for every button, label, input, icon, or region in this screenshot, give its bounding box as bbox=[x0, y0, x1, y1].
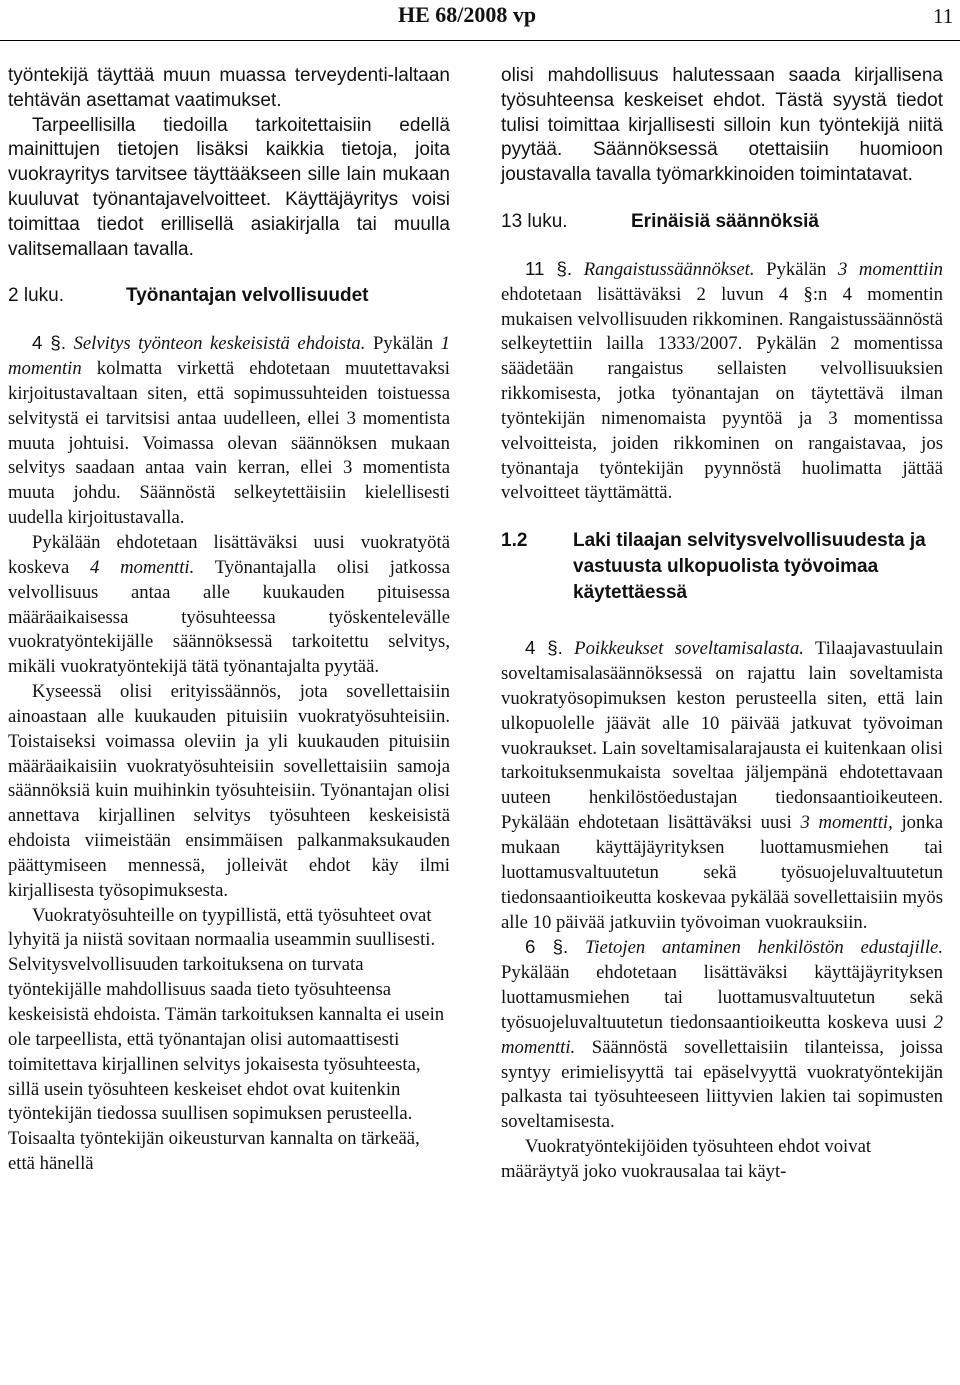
section-text: jonka mukaan käyttäjäyrityksen luottamusmiehen tai luottamusvaltuutetun sekä työsuojeluvaltuutetun tiedonsaantioikeutta koskevaa pykälää sovellettaisiin myös alle 10 päivää jatkuviin työvoiman vuokrauksiin. bbox=[501, 812, 943, 933]
page-header bbox=[0, 0, 960, 41]
paragraph-intro: työntekijä täyttää muun muassa terveydenti-laltaan tehtävän asettamat vaatimukset. bbox=[8, 65, 450, 111]
law-number: 1.2 bbox=[501, 530, 528, 552]
paragraph-last: Vuokratyöntekijöiden työsuhteen ehdot voivat määräytyä joko vuokrausalaa tai käyt- bbox=[501, 1136, 872, 1182]
page-number: 11 bbox=[933, 4, 954, 28]
section-text: Pykälän bbox=[372, 333, 434, 355]
right-column bbox=[501, 64, 943, 1185]
section-number: 4 §. bbox=[525, 637, 563, 659]
section-reference: 3 momentti, bbox=[800, 812, 893, 834]
section-reference: 1 momentin bbox=[8, 333, 451, 380]
section-reference: 2 momentti. bbox=[501, 1011, 944, 1058]
paragraph-continuation: olisi mahdollisuus halutessaan saada kirjallisena työsuhteensa keskeiset ehdot. Tästä syystä tiedot tulisi toimittaa kirjallisesti silloin kun työntekijä niitä pyytää. Säännöksessä otettaisiin huomioon joustavalla tavalla työmarkkinoiden toimintatavat. bbox=[501, 65, 943, 186]
section-number: 6 §. bbox=[525, 936, 569, 958]
law-title: Laki tilaajan selvitysvelvollisuudesta ja vastuusta ulkopuolista työvoimaa käytettäessä bbox=[573, 530, 926, 604]
section-11-paragraph bbox=[501, 257, 943, 506]
paragraph-new-moment bbox=[8, 531, 450, 680]
section-number: 11 §. bbox=[525, 257, 573, 279]
paragraph-typical: Vuokratyösuhteille on tyypillistä, että työsuhteet ovat lyhyitä ja niistä sovitaan normaalia useammin suullisesti. Selvitysvelvollisuuden tarkoituksena on turvata työntekijälle mahdollisuus saada tieto työsuhteensa keskeisistä ehdoista. Tämän tarkoituksen kannalta ei usein ole tarpeellista, että työnantajan olisi automaattisesti toimitettava kirjallinen selvitys jokaisesta työsuhteesta, sillä usein työsuhteen keskeiset ehdot ovat kuitenkin työntekijän tiedossa suullisen sopimuksen perusteella. Toisaalta työntekijän oikeusturvan kannalta on tärkeää, että hänellä bbox=[8, 904, 445, 1175]
section-text: Säännöstä sovellettaisiin tilanteissa, joissa syntyy erimielisyyttä tai epäselvyyttä vuokratyöntekijän palkasta tai työsuhteeseen liittyvien lakien tai sopimusten soveltamisesta. bbox=[501, 1036, 944, 1133]
section-text: Pykälän bbox=[766, 258, 827, 280]
section-number: 4 §. bbox=[32, 332, 67, 354]
chapter-heading bbox=[501, 210, 943, 235]
paragraph-text: Pykälään ehdotetaan lisättäväksi uusi vuokratyötä koskeva bbox=[8, 531, 450, 578]
section-4-paragraph bbox=[8, 331, 450, 531]
section-text: Pykälään ehdotetaan lisättäväksi käyttäjäyrityksen luottamusmiehen tai luottamusvaltuutetun sekä työsuojeluvaltuutetun tiedonsaantioikeutta koskeva uusi bbox=[501, 962, 943, 1033]
section-title: Rangaistussäännökset. bbox=[583, 258, 755, 280]
chapter-title: Erinäisiä säännöksiä bbox=[631, 210, 819, 232]
section-text: ehdotetaan lisättäväksi 2 luvun 4 §:n 4 momentin mukaisen velvollisuuden rikkominen. Rangaistussäännöstä selkeytettiin lailla 1333/2007. Pykälän 2 momentissa säädetään rangaistus sellaisten velvollisuuksien rikkomisesta, jotka työnantajan on täytettävä ilman työntekijän nimenomaista pyyntöä ja 3 momentissa velvoitteista, joiden rikkominen on rangaistavaa, jos työnantaja työntekijän pyynnöstä huolimatta jättää velvoitteet täyttämättä. bbox=[501, 283, 943, 504]
document-id: HE 68/2008 vp bbox=[398, 2, 537, 27]
section-title: Tietojen antaminen henkilöstön edustajille. bbox=[585, 937, 944, 959]
paragraph-necessary-info: Tarpeellisilla tiedoilla tarkoitettaisiin edellä mainittujen tietojen lisäksi kaikkia tietoja, joita vuokrayritys tarvitsee täyttääkseen sille lain mukaan kuuluvat työnantajavelvoitteet. Käyttäjäyritys voisi toimittaa tiedot erillisellä asiakirjalla tai muulla valitsemallaan tavalla. bbox=[8, 114, 450, 260]
chapter-number: 2 luku. bbox=[8, 285, 64, 307]
paragraph-text: Työnantajalla olisi jatkossa velvollisuus antaa alle kuukauden pituisessa määräaikaisessa työsuhteessa työskentelevälle vuokratyöntekijälle säännöksessä tarkoitettu selvitys, mikäli vuokratyöntekijä tätä työnantajalta pyytää. bbox=[8, 556, 450, 678]
paragraph-special-rule: Kyseessä olisi erityissäännös, jota sovellettaisiin ainoastaan alle kuukauden pituisiin vuokratyösuhteisiin. Toistaiseksi voimassa oleviin ja yli kuukauden pituisiin määräaikaisiin vuokratyösuhteisiin sovellettaisiin samoja säännöksiä kuin muihinkin työsuhteisiin. Työnantajan olisi annettava kirjallinen selvitys työsuhteen keskeisistä ehdoista viimeistään ensimmäisen palkanmaksukauden päättymiseen mennessä, jolleivät ehdot käy ilmi kirjallisesta työsopimuksesta. bbox=[8, 681, 450, 901]
chapter-title: Työnantajan velvollisuudet bbox=[126, 285, 369, 307]
section-title: Selvitys työnteon keskeisistä ehdoista. bbox=[73, 333, 366, 355]
section-6-paragraph bbox=[501, 935, 943, 1135]
chapter-number: 13 luku. bbox=[501, 210, 568, 232]
left-column bbox=[8, 64, 450, 1177]
section-text: Tilaajavastuulain soveltamisalasäännöksessä on rajattu lain soveltamista vuokratyösopimuksen keston perusteella siten, että lain ulkopuolelle jäävät alle 10 päivää jatkuvat työvoiman vuokraukset. Lain soveltamisalarajausta ei kuitenkaan olisi tarkoituksenmukaista soveltaa jäljempänä ehdotettavaan uuteen henkilöstöedustajan tiedonsaantioikeuteen. Pykälään ehdotetaan lisättäväksi uusi bbox=[501, 638, 943, 834]
law-heading bbox=[501, 528, 943, 606]
chapter-heading bbox=[8, 284, 450, 309]
section-4-exceptions bbox=[501, 636, 943, 935]
section-reference: 3 momenttiin bbox=[837, 258, 943, 280]
section-text: kolmatta virkettä ehdotetaan muutettavaksi kirjoitustavaltaan siten, että sopimussuhteiden toistuessa selvitystä ei tarvitsisi antaa uudelleen, ellei 3 momentista muuta johtuisi. Voimassa olevan säännöksen mukaan selvitys saadaan antaa vain kerran, ellei 3 momentista muuta johdu. Säännöstä selkeytettäisiin kielellisesti uudella kirjoitustavalla. bbox=[8, 358, 450, 529]
section-title: Poikkeukset soveltamisalasta. bbox=[574, 638, 804, 660]
paragraph-reference: 4 momentti. bbox=[89, 556, 195, 578]
